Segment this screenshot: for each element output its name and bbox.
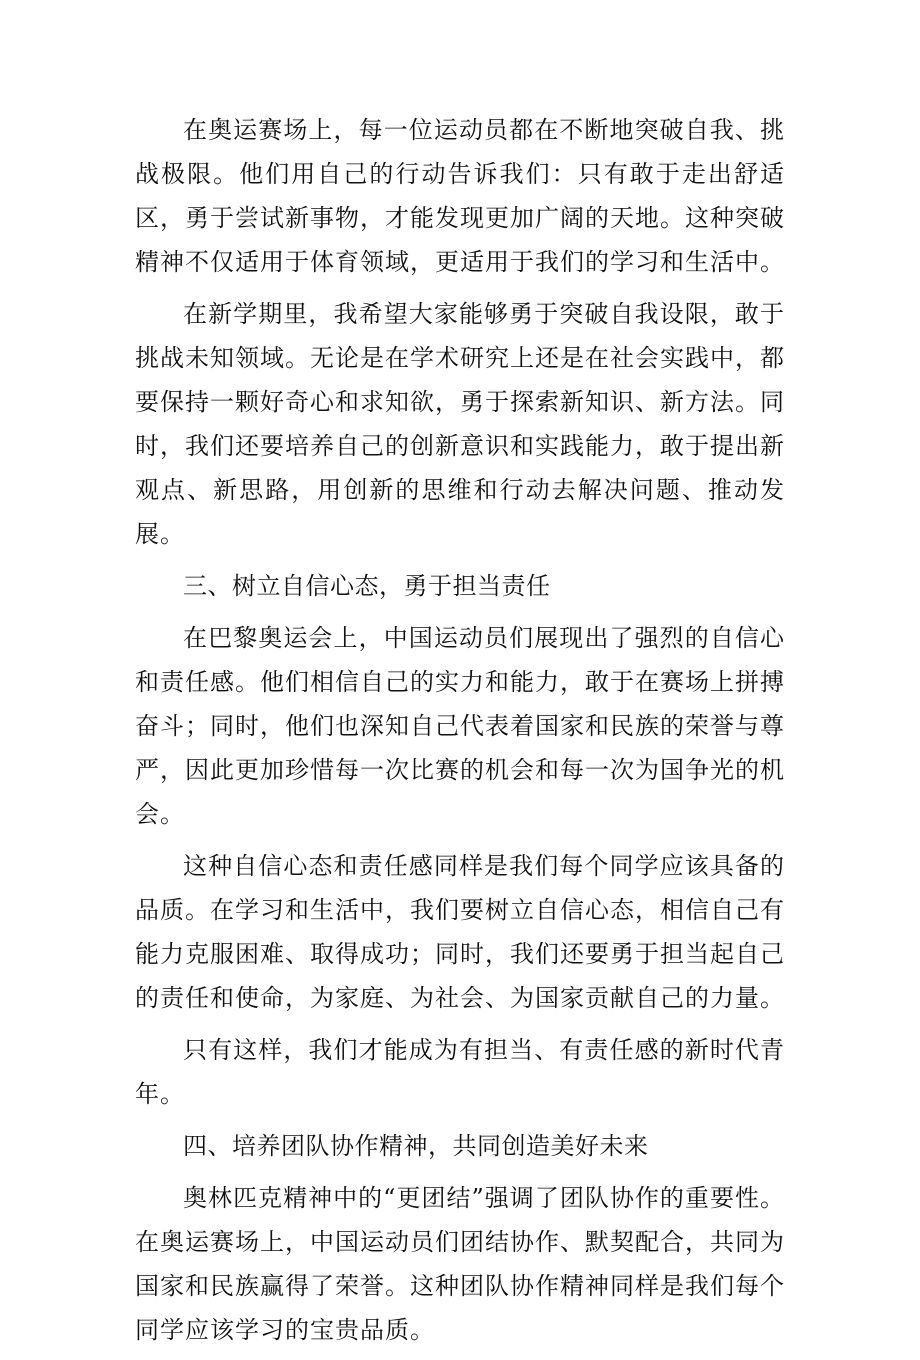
paragraph-breakthrough-spirit: 在奥运赛场上，每一位运动员都在不断地突破自我、挑战极限。他们用自己的行动告诉我们：只有敢于走出舒适区，勇于尝试新事物，才能发现更加广阔的天地。这种突破精神不仅适用于体育领域，更适用于我们的学习和生活中。	[135, 116, 785, 276]
paragraph-teamwork-spirit: 奥林匹克精神中的“更团结”强调了团队协作的重要性。在奥运赛场上，中国运动员们团结协作、默契配合，共同为国家和民族赢得了荣誉。这种团队协作精神同样是我们每个同学应该学习的宝贵品质。	[135, 1184, 785, 1344]
paragraph-new-era-youth: 只有这样，我们才能成为有担当、有责任感的新时代青年。	[135, 1036, 785, 1108]
paragraph-confidence-responsibility: 这种自信心态和责任感同样是我们每个同学应该具备的品质。在学习和生活中，我们要树立自信心态，相信自己有能力克服困难、取得成功；同时，我们还要勇于担当起自己的责任和使命，为家庭、为社会、为国家贡献自己的力量。	[135, 852, 785, 1012]
paragraph-new-semester-hopes: 在新学期里，我希望大家能够勇于突破自我设限，敢于挑战未知领域。无论是在学术研究上还是在社会实践中，都要保持一颗好奇心和求知欲，勇于探索新知识、新方法。同时，我们还要培养自己的创新意识和实践能力，敢于提出新观点、新思路，用创新的思维和行动去解决问题、推动发展。	[135, 300, 785, 548]
document-body	[135, 108, 785, 1360]
paragraph-paris-olympics-confidence: 在巴黎奥运会上，中国运动员们展现出了强烈的自信心和责任感。他们相信自己的实力和能力，敢于在赛场上拼搏奋斗；同时，他们也深知自己代表着国家和民族的荣誉与尊严，因此更加珍惜每一次比赛的机会和每一次为国争光的机会。	[135, 624, 785, 828]
section-heading-three: 三、树立自信心态，勇于担当责任	[183, 572, 551, 600]
section-heading-four: 四、培养团队协作精神，共同创造美好未来	[183, 1132, 649, 1160]
